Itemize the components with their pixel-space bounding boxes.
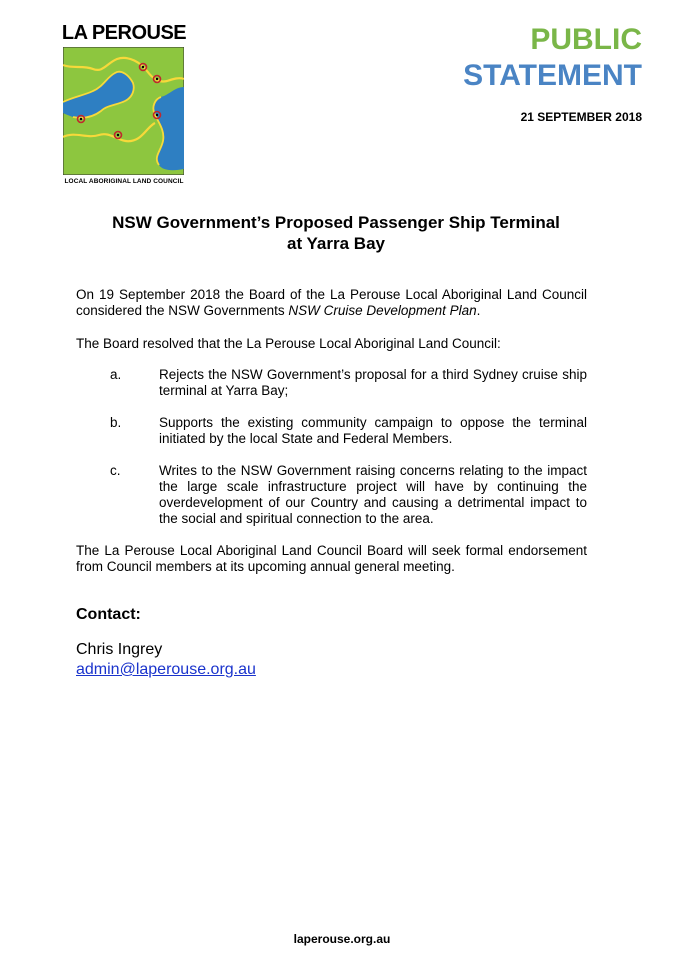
item-text: Writes to the NSW Government raising concerns relating to the impact the large scale infrastructure project will have by continuing the overdevelopment of our Country and causing a detrimental impact to the social and spiritual connection to the area.: [159, 463, 587, 526]
footer-website: laperouse.org.au: [293, 932, 391, 946]
item-letter: c.: [110, 463, 121, 478]
statement-date: 21 SEPTEMBER 2018: [520, 110, 642, 124]
logo-title: LA PEROUSE: [61, 22, 187, 44]
heading-public: PUBLIC: [530, 23, 642, 56]
paragraph-intro: [76, 287, 587, 319]
organisation-logo: [60, 22, 188, 185]
paragraph-endorsement: The La Perouse Local Aboriginal Land Council Board will seek formal endorsement from Council members at its upcoming annual general meeting.: [76, 543, 587, 574]
plan-name: NSW Cruise Development Plan: [288, 303, 477, 318]
paragraph-intro-end: .: [476, 303, 481, 318]
statement-heading: [463, 22, 642, 94]
document-title: [76, 212, 596, 254]
map-logo-icon: [63, 47, 184, 175]
item-letter: a.: [110, 367, 122, 382]
title-line-2: at Yarra Bay: [287, 234, 385, 253]
title-line-1: NSW Government’s Proposed Passenger Ship Terminal: [112, 213, 560, 232]
contact-name: Chris Ingrey: [76, 641, 163, 658]
item-text: Supports the existing community campaign to oppose the terminal initiated by the local State and Federal Members.: [159, 415, 587, 446]
contact-heading: Contact:: [76, 606, 141, 623]
item-letter: b.: [110, 415, 122, 430]
logo-subtitle: LOCAL ABORIGINAL LAND COUNCIL: [64, 178, 184, 185]
item-text: Rejects the NSW Government’s proposal for a third Sydney cruise ship terminal at Yarra Bay;: [159, 367, 587, 398]
paragraph-resolution: The Board resolved that the La Perouse Local Aboriginal Land Council:: [76, 336, 501, 351]
contact-email-link[interactable]: admin@laperouse.org.au: [76, 661, 256, 678]
heading-statement: STATEMENT: [463, 59, 642, 92]
paragraph-intro-text: On 19 September 2018 the Board of the La Perouse Local Aboriginal Land Council considered the NSW Governments: [76, 287, 587, 318]
